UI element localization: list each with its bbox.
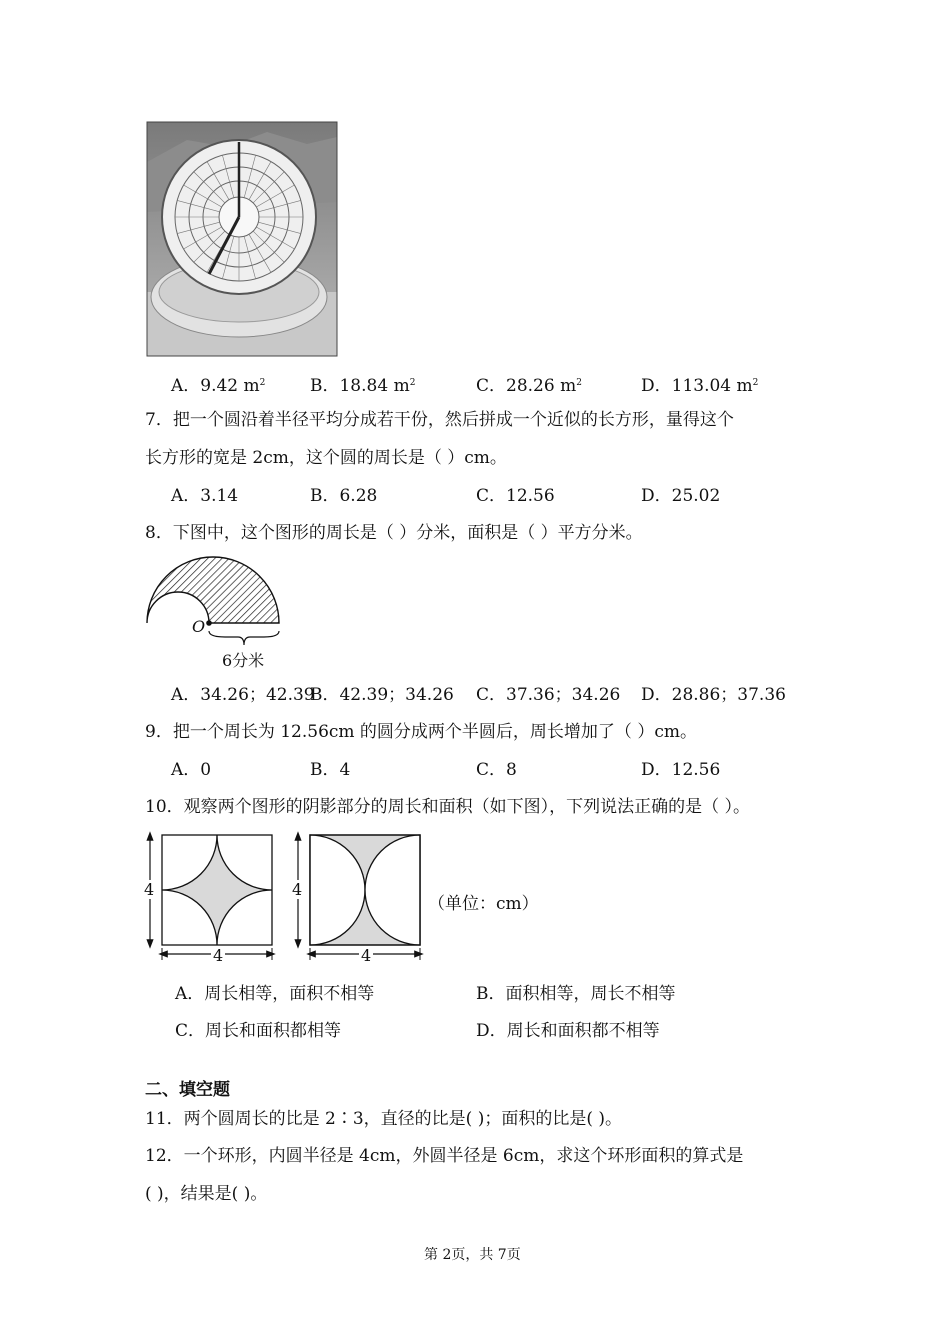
- sundial-photo: [147, 122, 337, 356]
- q8-figure: [140, 555, 290, 670]
- q10-left-width-label: 4: [213, 946, 224, 965]
- q8-figure-length-label: 6分米: [222, 651, 265, 670]
- q10-figure-left: [140, 830, 280, 970]
- q7-option-b: B．6.28: [310, 486, 378, 506]
- q10-figure-right: [288, 830, 428, 970]
- q10-right-height-label: 4: [292, 880, 303, 899]
- q10-right-width-label: 4: [361, 946, 372, 965]
- q8-text-line1: 8．下图中，这个图形的周长是（ ）分米，面积是（ ）平方分米。: [145, 523, 643, 543]
- q9-option-c: C．8: [476, 760, 517, 780]
- q6-option-d: D．113.04 $m^2$: [641, 376, 759, 396]
- q9-text-line1: 9．把一个周长为 12.56cm 的圆分成两个半圆后，周长增加了（ ）cm。: [145, 722, 697, 742]
- q10-option-a: A．周长相等，面积不相等: [175, 984, 375, 1004]
- q8-figure-point-label: O: [192, 617, 206, 636]
- q7-option-c: C．12.56: [476, 486, 555, 506]
- q9-option-b: B．4: [310, 760, 351, 780]
- q6-option-b: B．18.84 $m^2$: [310, 376, 416, 396]
- q7-text-line2: 长方形的宽是 2cm，这个圆的周长是（ ）cm。: [145, 448, 507, 468]
- q8-option-d: D．28.86；37.36: [641, 685, 786, 705]
- q12-text-line2: ( )，结果是( )。: [145, 1184, 268, 1204]
- q10-option-c: C．周长和面积都相等: [175, 1021, 342, 1041]
- q6-option-a: A．9.42 $m^2$: [171, 376, 266, 396]
- q7-option-d: D．25.02: [641, 486, 721, 506]
- q7-text-line1: 7．把一个圆沿着半径平均分成若干份，然后拼成一个近似的长方形，量得这个: [145, 410, 734, 430]
- q11-text-line1: 11．两个圆周长的比是 2∶3，直径的比是( )；面积的比是( )。: [145, 1109, 623, 1129]
- page-footer: 第 2页，共 7页: [424, 1247, 521, 1263]
- q7-option-a: A．3.14: [171, 486, 239, 506]
- section-title-fill-in: 二、填空题: [145, 1080, 230, 1100]
- q8-option-c: C．37.36；34.26: [476, 685, 621, 705]
- q10-text-line1: 10．观察两个图形的阴影部分的周长和面积（如下图），下列说法正确的是（ ）。: [145, 797, 751, 817]
- q10-left-height-label: 4: [144, 880, 155, 899]
- q8-option-a: A．34.26；42.39: [171, 685, 315, 705]
- q8-option-b: B．42.39；34.26: [310, 685, 454, 705]
- q12-text-line1: 12．一个环形，内圆半径是 4cm，外圆半径是 6cm，求这个环形面积的算式是: [145, 1146, 744, 1166]
- q9-option-d: D．12.56: [641, 760, 721, 780]
- q10-option-b: B．面积相等，周长不相等: [476, 984, 676, 1004]
- q9-option-a: A．0: [171, 760, 212, 780]
- q10-option-d: D．周长和面积都不相等: [476, 1021, 660, 1041]
- q6-option-c: C．28.26 $m^2$: [476, 376, 582, 396]
- q10-unit-note: （单位：cm）: [428, 894, 539, 914]
